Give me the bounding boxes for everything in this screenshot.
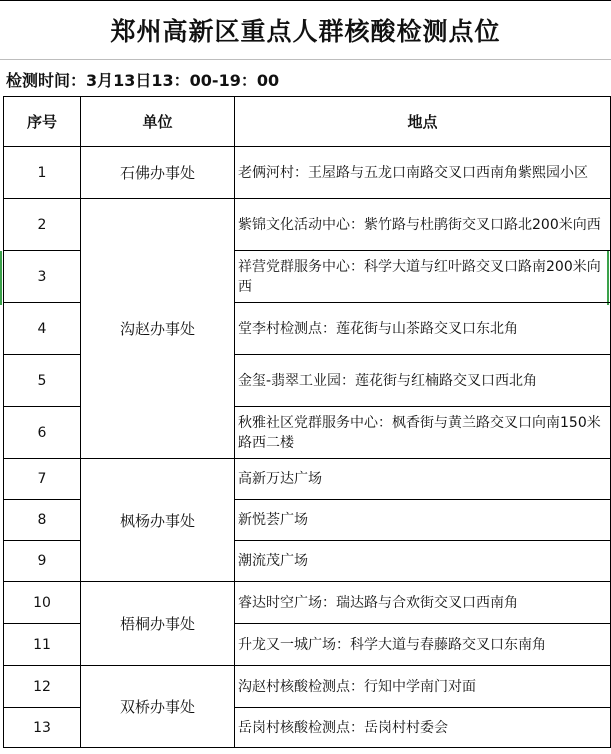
row-number: 5 (4, 355, 81, 407)
test-time-row (0, 60, 611, 98)
row-number: 13 (4, 708, 81, 748)
header-unit: 单位 (81, 97, 235, 147)
selection-marker-left (0, 251, 2, 305)
row-number: 6 (4, 407, 81, 459)
row-number: 11 (4, 624, 81, 666)
row-number: 2 (4, 199, 81, 251)
place-cell: 新悦荟广场 (235, 500, 611, 541)
unit-cell: 石佛办事处 (81, 147, 235, 199)
unit-cell: 双桥办事处 (81, 666, 235, 748)
title-bar (0, 0, 611, 60)
table-row (4, 582, 611, 624)
place-cell: 睿达时空广场：瑞达路与合欢街交叉口西南角 (235, 582, 611, 624)
unit-cell: 沟赵办事处 (81, 199, 235, 459)
table-row (4, 199, 611, 251)
row-number: 8 (4, 500, 81, 541)
place-cell: 老俩河村：王屋路与五龙口南路交叉口西南角紫熙园小区 (235, 147, 611, 199)
row-number: 10 (4, 582, 81, 624)
place-cell: 岳岗村核酸检测点：岳岗村村委会 (235, 708, 611, 748)
place-cell: 秋雅社区党群服务中心：枫香街与黄兰路交叉口向南150米路西二楼 (235, 407, 611, 459)
place-cell: 升龙又一城广场：科学大道与春藤路交叉口东南角 (235, 624, 611, 666)
place-cell: 堂李村检测点：莲花街与山茶路交叉口东北角 (235, 303, 611, 355)
place-cell: 祥营党群服务中心：科学大道与红叶路交叉口路南200米向西 (235, 251, 611, 303)
unit-cell: 枫杨办事处 (81, 459, 235, 582)
test-time: 检测时间：3月13日13：00-19：00 (6, 70, 280, 90)
row-number: 7 (4, 459, 81, 500)
table-header-row (4, 97, 611, 147)
table-row (4, 147, 611, 199)
table-row (4, 459, 611, 500)
header-place: 地点 (235, 97, 611, 147)
row-number: 4 (4, 303, 81, 355)
unit-cell: 梧桐办事处 (81, 582, 235, 666)
place-cell: 高新万达广场 (235, 459, 611, 500)
page-title: 郑州高新区重点人群核酸检测点位 (110, 17, 501, 46)
row-number: 12 (4, 666, 81, 708)
place-cell: 沟赵村核酸检测点：行知中学南门对面 (235, 666, 611, 708)
place-cell: 潮流茂广场 (235, 541, 611, 582)
testing-sites-table (3, 96, 611, 748)
table-row (4, 666, 611, 708)
place-cell: 紫锦文化活动中心：紫竹路与杜鹃街交叉口路北200米向西 (235, 199, 611, 251)
row-number: 9 (4, 541, 81, 582)
row-number: 3 (4, 251, 81, 303)
row-number: 1 (4, 147, 81, 199)
header-no: 序号 (4, 97, 81, 147)
place-cell: 金玺-翡翠工业园：莲花街与红楠路交叉口西北角 (235, 355, 611, 407)
